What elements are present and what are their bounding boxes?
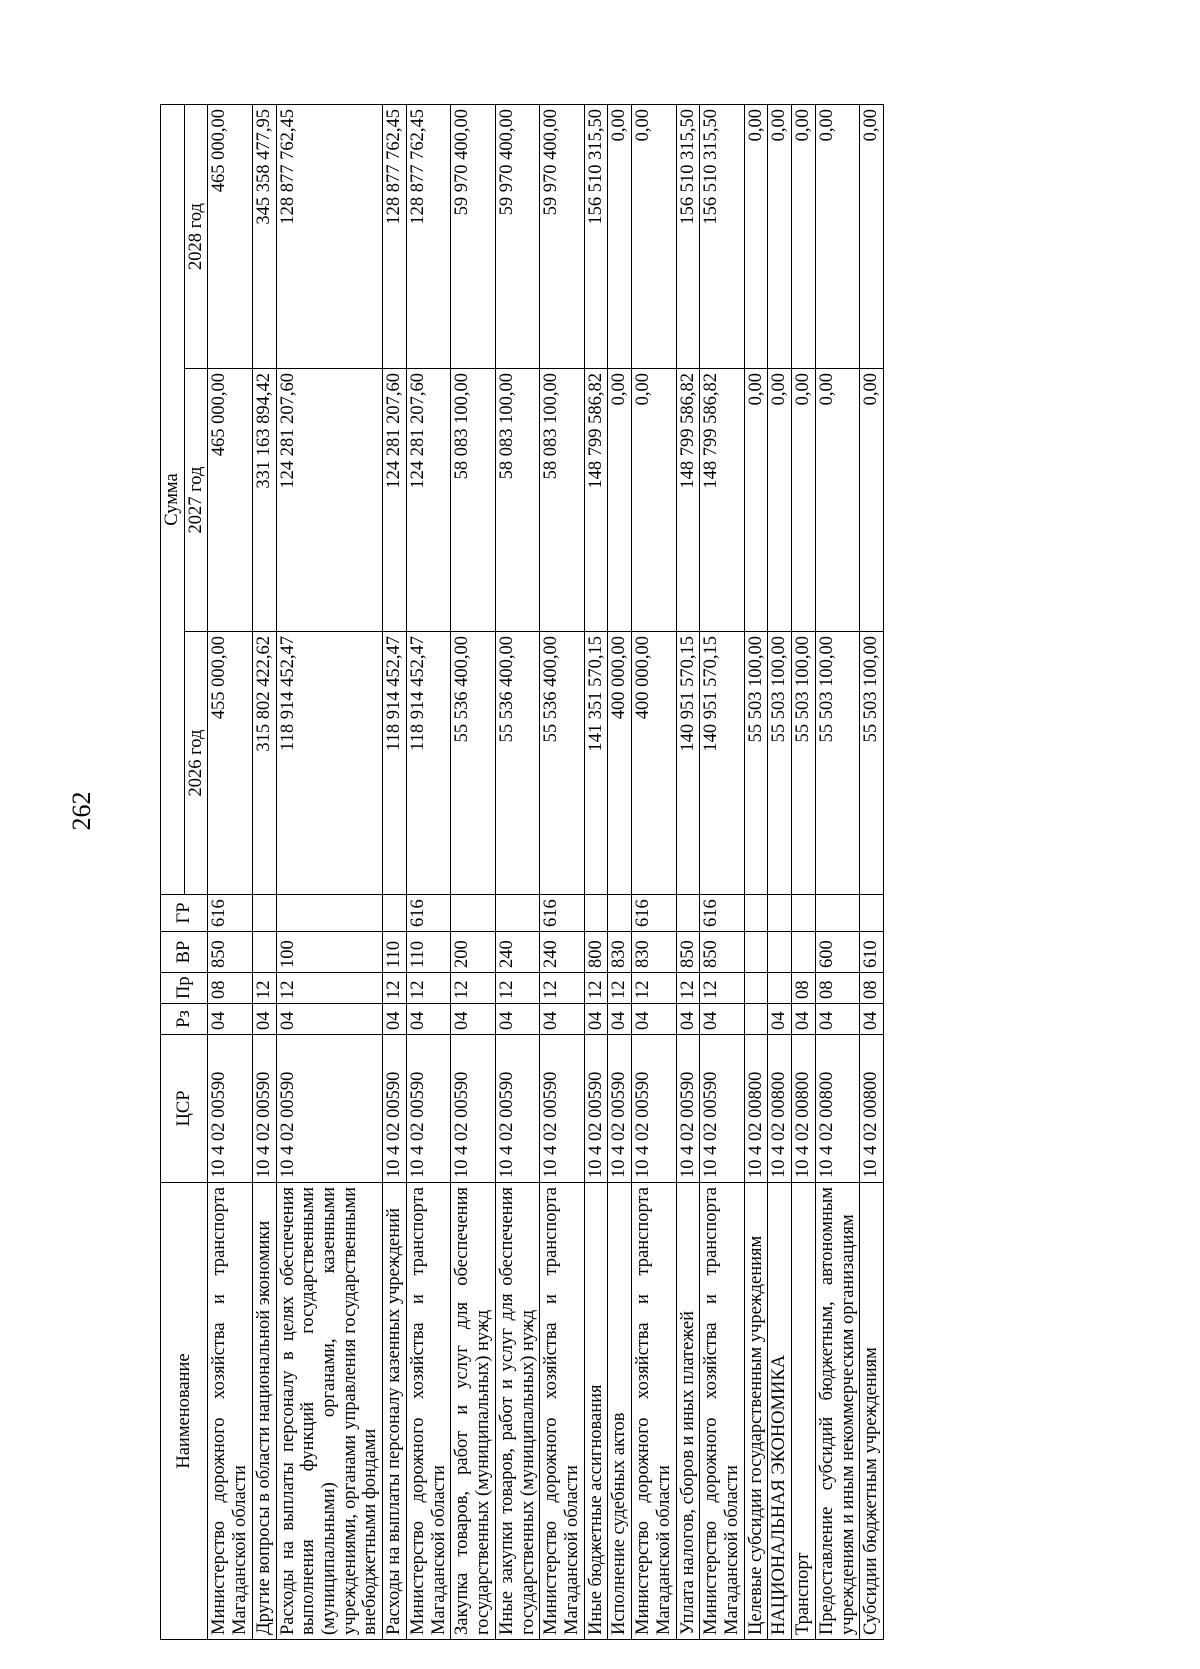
row-name: НАЦИОНАЛЬНАЯ ЭКОНОМИКА bbox=[768, 1183, 792, 1640]
table-row bbox=[744, 104, 768, 1639]
row-gr: 616 bbox=[406, 895, 450, 932]
row-vr: 600 bbox=[815, 932, 859, 973]
header-year-2026: 2026 год bbox=[184, 632, 208, 895]
row-name: Целевые субсидии государственным учреждениям bbox=[744, 1183, 768, 1640]
row-rz: 04 bbox=[860, 1004, 884, 1035]
table-row bbox=[495, 104, 539, 1639]
row-gr: 616 bbox=[208, 895, 252, 932]
row-amount-2027: 124 281 207,60 bbox=[406, 369, 450, 632]
row-gr bbox=[676, 895, 700, 932]
row-pr: 12 bbox=[676, 973, 700, 1004]
row-amount-2028: 128 877 762,45 bbox=[276, 104, 383, 368]
row-csr: 10 4 02 00590 bbox=[208, 1035, 252, 1183]
table-row bbox=[700, 104, 744, 1639]
row-amount-2028: 128 877 762,45 bbox=[383, 104, 407, 368]
row-rz: 04 bbox=[700, 1004, 744, 1035]
row-csr: 10 4 02 00800 bbox=[744, 1035, 768, 1183]
header-rz: Рз bbox=[161, 1004, 208, 1035]
header-name: Наименование bbox=[161, 1183, 208, 1640]
table-row bbox=[252, 104, 276, 1639]
row-name: Министерство дорожного хозяйства и транспорта Магаданской области bbox=[208, 1183, 252, 1640]
row-vr: 240 bbox=[495, 932, 539, 973]
row-csr: 10 4 02 00590 bbox=[406, 1035, 450, 1183]
row-vr: 100 bbox=[276, 932, 383, 973]
row-pr: 08 bbox=[860, 973, 884, 1004]
row-csr: 10 4 02 00800 bbox=[768, 1035, 792, 1183]
row-amount-2026: 140 951 570,15 bbox=[700, 632, 744, 895]
row-amount-2026: 55 536 400,00 bbox=[451, 632, 495, 895]
row-pr: 12 bbox=[383, 973, 407, 1004]
row-amount-2027: 124 281 207,60 bbox=[383, 369, 407, 632]
row-vr bbox=[744, 932, 768, 973]
row-csr: 10 4 02 00590 bbox=[451, 1035, 495, 1183]
row-csr: 10 4 02 00590 bbox=[700, 1035, 744, 1183]
row-amount-2028: 128 877 762,45 bbox=[406, 104, 450, 368]
row-pr: 08 bbox=[815, 973, 859, 1004]
table-row bbox=[676, 104, 700, 1639]
header-vr: ВР bbox=[161, 932, 208, 973]
row-name: Уплата налогов, сборов и иных платежей bbox=[676, 1183, 700, 1640]
row-vr bbox=[768, 932, 792, 973]
row-amount-2026: 141 351 570,15 bbox=[584, 632, 608, 895]
row-vr bbox=[252, 932, 276, 973]
row-gr bbox=[276, 895, 383, 932]
row-pr: 12 bbox=[584, 973, 608, 1004]
row-name: Министерство дорожного хозяйства и транспорта Магаданской области bbox=[700, 1183, 744, 1640]
row-gr bbox=[860, 895, 884, 932]
row-pr: 12 bbox=[632, 973, 676, 1004]
row-gr bbox=[608, 895, 632, 932]
row-rz: 04 bbox=[540, 1004, 584, 1035]
page-number: 262 bbox=[67, 791, 96, 831]
row-csr: 10 4 02 00590 bbox=[540, 1035, 584, 1183]
row-amount-2028: 156 510 315,50 bbox=[584, 104, 608, 368]
header-year-2027: 2027 год bbox=[184, 369, 208, 632]
table-row bbox=[540, 104, 584, 1639]
row-rz bbox=[744, 1004, 768, 1035]
row-amount-2027: 0,00 bbox=[815, 369, 859, 632]
row-rz: 04 bbox=[768, 1004, 792, 1035]
row-rz: 04 bbox=[495, 1004, 539, 1035]
row-pr: 08 bbox=[792, 973, 816, 1004]
row-amount-2028: 59 970 400,00 bbox=[540, 104, 584, 368]
row-amount-2026: 55 536 400,00 bbox=[495, 632, 539, 895]
row-vr: 850 bbox=[700, 932, 744, 973]
row-vr: 830 bbox=[632, 932, 676, 973]
row-rz: 04 bbox=[792, 1004, 816, 1035]
row-pr bbox=[744, 973, 768, 1004]
row-gr bbox=[792, 895, 816, 932]
table-row bbox=[792, 104, 816, 1639]
row-gr bbox=[815, 895, 859, 932]
table-row bbox=[632, 104, 676, 1639]
row-pr bbox=[768, 973, 792, 1004]
row-csr: 10 4 02 00590 bbox=[495, 1035, 539, 1183]
row-rz: 04 bbox=[383, 1004, 407, 1035]
header-gr: ГР bbox=[161, 895, 208, 932]
row-csr: 10 4 02 00590 bbox=[276, 1035, 383, 1183]
row-name: Субсидии бюджетным учреждениям bbox=[860, 1183, 884, 1640]
row-csr: 10 4 02 00590 bbox=[252, 1035, 276, 1183]
row-amount-2028: 0,00 bbox=[815, 104, 859, 368]
row-name: Иные закупки товаров, работ и услуг для обеспечения государственных (муниципальных) нужд bbox=[495, 1183, 539, 1640]
row-amount-2028: 0,00 bbox=[792, 104, 816, 368]
table-row bbox=[584, 104, 608, 1639]
row-amount-2028: 0,00 bbox=[632, 104, 676, 368]
row-amount-2027: 58 083 100,00 bbox=[540, 369, 584, 632]
header-pr: Пр bbox=[161, 973, 208, 1004]
row-amount-2028: 0,00 bbox=[768, 104, 792, 368]
row-rz: 04 bbox=[608, 1004, 632, 1035]
row-amount-2027: 148 799 586,82 bbox=[584, 369, 608, 632]
row-pr: 12 bbox=[495, 973, 539, 1004]
row-amount-2028: 0,00 bbox=[608, 104, 632, 368]
table-row bbox=[815, 104, 859, 1639]
header-csr: ЦСР bbox=[161, 1035, 208, 1183]
row-vr: 110 bbox=[406, 932, 450, 973]
row-vr: 110 bbox=[383, 932, 407, 973]
row-amount-2026: 140 951 570,15 bbox=[676, 632, 700, 895]
row-amount-2028: 59 970 400,00 bbox=[495, 104, 539, 368]
row-amount-2026: 55 503 100,00 bbox=[744, 632, 768, 895]
row-name: Расходы на выплаты персоналу в целях обеспечения выполнения функций государственными (муниципальными) органами, казенными учреждениями, органами управления государственными внебюджетными фондами bbox=[276, 1183, 383, 1640]
row-amount-2026: 118 914 452,47 bbox=[406, 632, 450, 895]
row-amount-2027: 124 281 207,60 bbox=[276, 369, 383, 632]
row-gr: 616 bbox=[700, 895, 744, 932]
table-row bbox=[768, 104, 792, 1639]
row-vr: 850 bbox=[208, 932, 252, 973]
row-name: Министерство дорожного хозяйства и транспорта Магаданской области bbox=[632, 1183, 676, 1640]
row-pr: 12 bbox=[252, 973, 276, 1004]
row-rz: 04 bbox=[632, 1004, 676, 1035]
row-rz: 04 bbox=[252, 1004, 276, 1035]
row-name: Предоставление субсидий бюджетным, автономным учреждениям и иным некоммерческим организациям bbox=[815, 1183, 859, 1640]
row-csr: 10 4 02 00800 bbox=[860, 1035, 884, 1183]
row-csr: 10 4 02 00590 bbox=[383, 1035, 407, 1183]
row-amount-2027: 58 083 100,00 bbox=[451, 369, 495, 632]
row-csr: 10 4 02 00590 bbox=[632, 1035, 676, 1183]
header-sum: Сумма bbox=[161, 104, 185, 894]
row-pr: 12 bbox=[700, 973, 744, 1004]
row-gr bbox=[383, 895, 407, 932]
row-csr: 10 4 02 00800 bbox=[792, 1035, 816, 1183]
row-amount-2028: 345 358 477,95 bbox=[252, 104, 276, 368]
row-amount-2026: 118 914 452,47 bbox=[383, 632, 407, 895]
header-year-2028: 2028 год bbox=[184, 104, 208, 368]
table-row bbox=[451, 104, 495, 1639]
row-amount-2027: 465 000,00 bbox=[208, 369, 252, 632]
row-amount-2027: 58 083 100,00 bbox=[495, 369, 539, 632]
row-amount-2026: 55 503 100,00 bbox=[768, 632, 792, 895]
row-name: Иные бюджетные ассигнования bbox=[584, 1183, 608, 1640]
row-amount-2028: 0,00 bbox=[744, 104, 768, 368]
row-amount-2026: 400 000,00 bbox=[608, 632, 632, 895]
row-gr bbox=[768, 895, 792, 932]
row-vr: 240 bbox=[540, 932, 584, 973]
row-rz: 04 bbox=[451, 1004, 495, 1035]
row-name: Другие вопросы в области национальной экономики bbox=[252, 1183, 276, 1640]
row-amount-2026: 55 503 100,00 bbox=[815, 632, 859, 895]
row-amount-2026: 315 802 422,62 bbox=[252, 632, 276, 895]
row-amount-2028: 156 510 315,50 bbox=[700, 104, 744, 368]
row-gr: 616 bbox=[632, 895, 676, 932]
row-amount-2028: 59 970 400,00 bbox=[451, 104, 495, 368]
row-gr bbox=[451, 895, 495, 932]
row-gr bbox=[744, 895, 768, 932]
row-pr: 12 bbox=[540, 973, 584, 1004]
row-vr: 200 bbox=[451, 932, 495, 973]
row-rz: 04 bbox=[584, 1004, 608, 1035]
row-name: Расходы на выплаты персоналу казенных учреждений bbox=[383, 1183, 407, 1640]
table-row bbox=[208, 104, 252, 1639]
row-vr: 830 bbox=[608, 932, 632, 973]
row-rz: 04 bbox=[406, 1004, 450, 1035]
row-amount-2027: 148 799 586,82 bbox=[700, 369, 744, 632]
row-pr: 12 bbox=[608, 973, 632, 1004]
row-pr: 08 bbox=[208, 973, 252, 1004]
row-amount-2026: 400 000,00 bbox=[632, 632, 676, 895]
table-header-row bbox=[161, 104, 185, 1639]
row-amount-2027: 331 163 894,42 bbox=[252, 369, 276, 632]
table-row bbox=[608, 104, 632, 1639]
row-gr: 616 bbox=[540, 895, 584, 932]
row-vr bbox=[792, 932, 816, 973]
row-amount-2028: 0,00 bbox=[860, 104, 884, 368]
row-rz: 04 bbox=[208, 1004, 252, 1035]
row-csr: 10 4 02 00590 bbox=[608, 1035, 632, 1183]
budget-table-container bbox=[160, 105, 1025, 1640]
row-amount-2027: 0,00 bbox=[632, 369, 676, 632]
row-csr: 10 4 02 00800 bbox=[815, 1035, 859, 1183]
row-vr: 850 bbox=[676, 932, 700, 973]
row-pr: 12 bbox=[406, 973, 450, 1004]
row-amount-2027: 0,00 bbox=[608, 369, 632, 632]
row-amount-2028: 465 000,00 bbox=[208, 104, 252, 368]
row-amount-2027: 0,00 bbox=[860, 369, 884, 632]
row-rz: 04 bbox=[815, 1004, 859, 1035]
row-amount-2026: 55 503 100,00 bbox=[860, 632, 884, 895]
row-name: Исполнение судебных актов bbox=[608, 1183, 632, 1640]
row-csr: 10 4 02 00590 bbox=[676, 1035, 700, 1183]
row-gr bbox=[252, 895, 276, 932]
row-gr bbox=[584, 895, 608, 932]
row-amount-2027: 0,00 bbox=[768, 369, 792, 632]
row-pr: 12 bbox=[276, 973, 383, 1004]
row-csr: 10 4 02 00590 bbox=[584, 1035, 608, 1183]
table-row bbox=[276, 104, 383, 1639]
row-name: Министерство дорожного хозяйства и транспорта Магаданской области bbox=[540, 1183, 584, 1640]
row-rz: 04 bbox=[276, 1004, 383, 1035]
row-name: Закупка товаров, работ и услуг для обеспечения государственных (муниципальных) нужд bbox=[451, 1183, 495, 1640]
row-vr: 800 bbox=[584, 932, 608, 973]
row-rz: 04 bbox=[676, 1004, 700, 1035]
row-pr: 12 bbox=[451, 973, 495, 1004]
row-amount-2028: 156 510 315,50 bbox=[676, 104, 700, 368]
row-amount-2026: 455 000,00 bbox=[208, 632, 252, 895]
row-name: Транспорт bbox=[792, 1183, 816, 1640]
row-amount-2026: 55 503 100,00 bbox=[792, 632, 816, 895]
table-row bbox=[406, 104, 450, 1639]
table-row bbox=[383, 104, 407, 1639]
row-vr: 610 bbox=[860, 932, 884, 973]
row-name: Министерство дорожного хозяйства и транспорта Магаданской области bbox=[406, 1183, 450, 1640]
table-row bbox=[860, 104, 884, 1639]
row-amount-2027: 0,00 bbox=[792, 369, 816, 632]
row-amount-2027: 148 799 586,82 bbox=[676, 369, 700, 632]
row-gr bbox=[495, 895, 539, 932]
row-amount-2026: 55 536 400,00 bbox=[540, 632, 584, 895]
row-amount-2026: 118 914 452,47 bbox=[276, 632, 383, 895]
row-amount-2027: 0,00 bbox=[744, 369, 768, 632]
budget-table bbox=[160, 104, 884, 1640]
